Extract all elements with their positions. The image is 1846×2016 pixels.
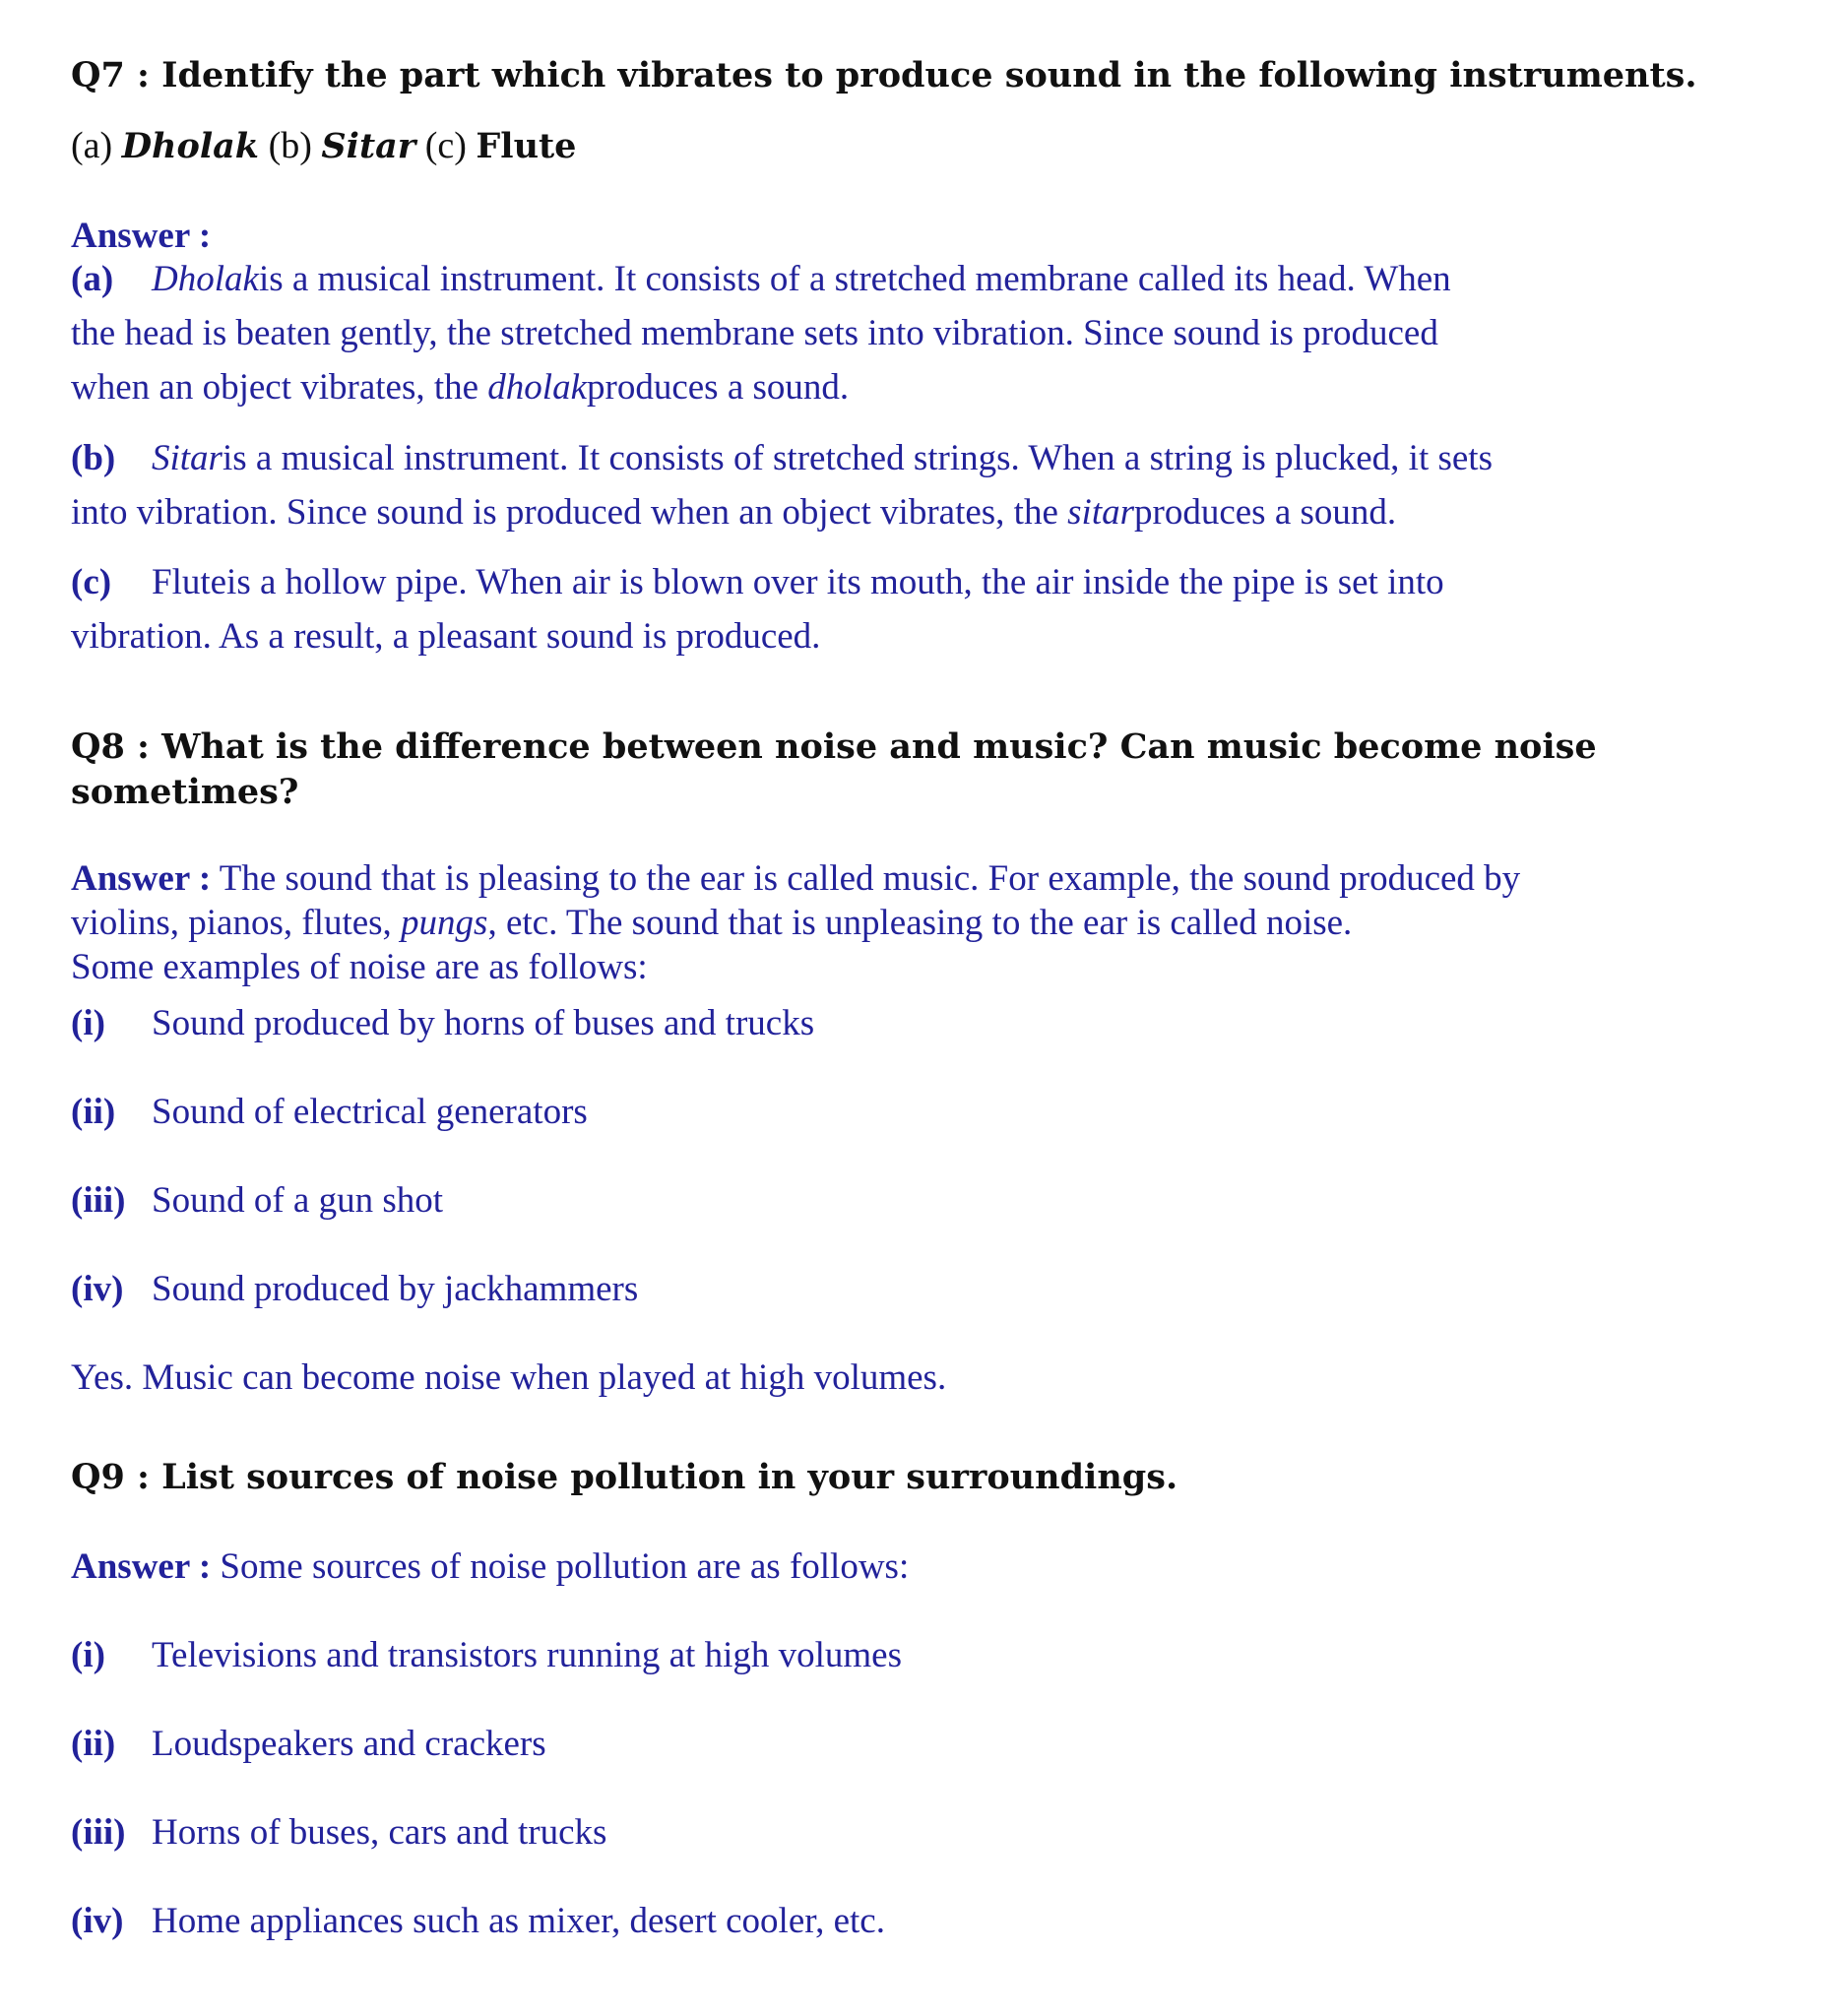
q7-a-marker: (a)	[71, 259, 114, 299]
list-item	[71, 1809, 606, 1857]
q7-b-line2	[71, 485, 1396, 539]
q8-line2-post: , etc. The sound that is unpleasing to the ear is called noise.	[487, 903, 1353, 943]
list-item-text: Home appliances such as mixer, desert cooler, etc.	[152, 1901, 885, 1941]
list-item	[71, 1721, 546, 1768]
q7-sub-a-text: Dholak	[121, 126, 260, 166]
list-item-marker: (iii)	[71, 1812, 126, 1853]
q7-a-line3	[71, 360, 849, 414]
q8-answer-line3: Some examples of noise are as follows:	[71, 947, 648, 987]
q7-a-line1	[71, 252, 1451, 306]
q8-conclusion: Yes. Music can become noise when played at high volumes.	[71, 1357, 947, 1398]
q7-c-line1	[71, 555, 1444, 609]
list-item-marker: (ii)	[71, 1092, 116, 1132]
list-item-text: Sound of electrical generators	[152, 1092, 588, 1132]
list-item-text: Sound of a gun shot	[152, 1180, 443, 1221]
list-item-marker: (iii)	[71, 1180, 126, 1221]
q8-line2-term: pungs	[401, 903, 488, 943]
list-item-text: Sound produced by jackhammers	[152, 1269, 639, 1309]
q8-question: Q8 : What is the difference between noise and music? Can music become noise sometimes?	[71, 726, 1597, 812]
list-item-marker: (ii)	[71, 1724, 116, 1764]
q8-line2-pre: violins, pianos, flutes,	[71, 903, 402, 943]
list-item	[71, 1089, 588, 1136]
list-item	[71, 1266, 638, 1313]
q7-question: Q7 : Identify the part which vibrates to produce sound in the following instruments.	[71, 55, 1697, 95]
list-item-marker: (i)	[71, 1003, 105, 1043]
list-item-text: Sound produced by horns of buses and trucks	[152, 1003, 815, 1043]
q7-sub-c-text: Flute	[476, 126, 577, 166]
q9-intro-text: Some sources of noise pollution are as follows:	[211, 1546, 910, 1587]
list-item-text: Loudspeakers and crackers	[152, 1724, 546, 1764]
q7-b-line1-text: is a musical instrument. It consists of stretched strings. When a string is plucked, it sets	[222, 438, 1493, 478]
q9-answer-label: Answer :	[71, 1546, 212, 1587]
q7-a-line3-pre: when an object vibrates, the	[71, 367, 488, 408]
q7-sub-b-marker: (b)	[268, 125, 312, 166]
q7-sub-options	[71, 122, 576, 170]
q7-b-line2-post: produces a sound.	[1134, 492, 1397, 533]
list-item-marker: (i)	[71, 1635, 105, 1675]
q7-c-line2: vibration. As a result, a pleasant sound is produced.	[71, 616, 821, 657]
q8-answer-line1	[71, 856, 1520, 901]
q7-c-line1-text: Fluteis a hollow pipe. When air is blown over its mouth, the air inside the pipe is set into	[152, 562, 1444, 602]
q7-b-line1	[71, 431, 1493, 485]
list-item	[71, 1000, 814, 1047]
q7-b-term: Sitar	[152, 438, 223, 478]
q7-b-line2-pre: into vibration. Since sound is produced when an object vibrates, the	[71, 492, 1068, 533]
q7-a-term: Dholak	[152, 259, 259, 299]
q7-b-marker: (b)	[71, 438, 116, 478]
list-item-text: Televisions and transistors running at high volumes	[152, 1635, 902, 1675]
q7-b-line2-term: sitar	[1067, 492, 1134, 533]
q8-answer-line2	[71, 901, 1352, 945]
q7-a-line3-term: dholak	[487, 367, 587, 408]
q7-answer-label: Answer :	[71, 216, 212, 256]
q8-line1-text: The sound that is pleasing to the ear is called music. For example, the sound produced by	[211, 858, 1521, 899]
q7-sub-c-marker: (c)	[424, 125, 467, 166]
q9-question: Q9 : List sources of noise pollution in your surroundings.	[71, 1457, 1178, 1497]
list-item	[71, 1177, 443, 1225]
q7-a-line2: the head is beaten gently, the stretched membrane sets into vibration. Since sound is produced	[71, 313, 1438, 353]
q7-c-marker: (c)	[71, 562, 112, 602]
list-item-text: Horns of buses, cars and trucks	[152, 1812, 607, 1853]
q8-answer-label: Answer :	[71, 858, 212, 899]
q7-sub-b-text: Sitar	[321, 126, 416, 166]
list-item-marker: (iv)	[71, 1901, 124, 1941]
q7-a-line1-text: is a musical instrument. It consists of a stretched membrane called its head. When	[258, 259, 1451, 299]
list-item-marker: (iv)	[71, 1269, 124, 1309]
q9-answer-line	[71, 1544, 909, 1591]
list-item	[71, 1898, 885, 1945]
list-item	[71, 1632, 902, 1679]
q7-a-line3-post: produces a sound.	[587, 367, 850, 408]
q7-sub-a-marker: (a)	[71, 125, 113, 166]
